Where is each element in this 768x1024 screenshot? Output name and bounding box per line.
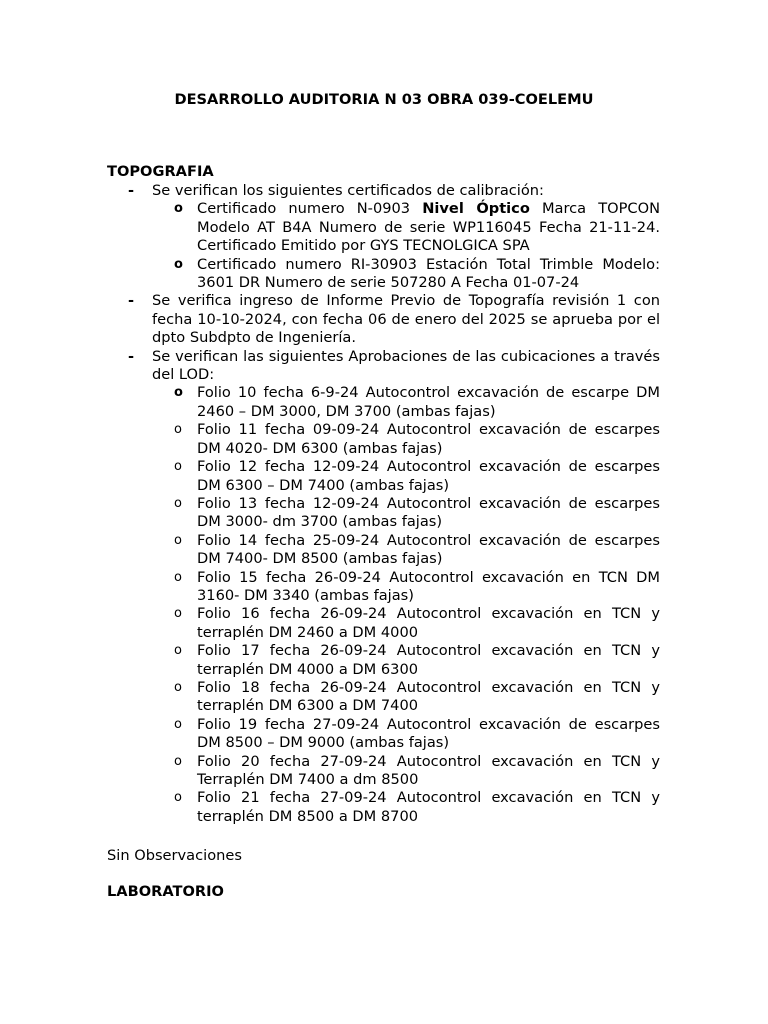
observations-text: Sin Observaciones (107, 847, 242, 864)
sub-item-certificate-nivel (107, 200, 660, 255)
folio-item (107, 458, 660, 495)
list-item-informe-previo (107, 292, 660, 347)
folio-item (107, 384, 660, 421)
list-item-calibration (107, 182, 660, 200)
circle-bullet: o (174, 256, 183, 272)
folio-text: Folio 17 fecha 26-09-24 Autocontrol excavación en TCN y terraplén DM 4000 a DM 6300 (197, 642, 660, 678)
folio-text: Folio 11 fecha 09-09-24 Autocontrol excavación de escarpes DM 4020- DM 6300 (ambas fajas) (197, 421, 660, 457)
circle-bullet: o (174, 716, 182, 732)
sub-item-certificate-estacion (107, 256, 660, 293)
topografia-list (107, 182, 660, 826)
circle-bullet: o (174, 569, 182, 585)
folio-text: Folio 14 fecha 25-09-24 Autocontrol excavación de escarpes DM 7400- DM 8500 (ambas fajas) (197, 531, 660, 568)
dash-bullet: - (128, 292, 135, 310)
folio-text: Folio 18 fecha 26-09-24 Autocontrol excavación en TCN y terraplén DM 6300 a DM 7400 (197, 678, 660, 715)
circle-bullet: o (174, 422, 182, 438)
folio-item (107, 532, 660, 569)
list-item-text: Se verifican los siguientes certificados de calibración: (152, 182, 544, 199)
folio-text: Folio 12 fecha 12-09-24 Autocontrol excavación de escarpes DM 6300 – DM 7400 (ambas fajas) (197, 458, 660, 494)
section-heading-laboratorio: LABORATORIO (107, 883, 224, 900)
section-heading-topografia: TOPOGRAFIA (107, 163, 214, 180)
folio-text: Folio 10 fecha 6-9-24 Autocontrol excavación de escarpe DM 2460 – DM 3000, DM 3700 (ambas fajas) (197, 384, 660, 420)
folio-text: Folio 20 fecha 27-09-24 Autocontrol excavación en TCN y Terraplén DM 7400 a dm 8500 (197, 752, 660, 788)
sub-item-text-bold: Nivel Óptico (422, 200, 530, 218)
folio-text: Folio 21 fecha 27-09-24 Autocontrol excavación en TCN y terraplén DM 8500 a DM 8700 (197, 789, 660, 825)
circle-bullet: o (174, 495, 182, 511)
circle-bullet: o (174, 532, 182, 548)
circle-bullet: o (174, 753, 182, 769)
list-item-text: Se verifica ingreso de Informe Previo de Topografía revisión 1 con fecha 10-10-2024, con fecha 06 de enero del 2025 se aprueba por el dpto Subdpto de Ingeniería. (152, 292, 660, 347)
circle-bullet: o (174, 790, 182, 806)
folio-item (107, 716, 660, 753)
folio-item (107, 605, 660, 642)
circle-bullet: o (174, 201, 183, 217)
circle-bullet: o (174, 459, 182, 475)
folio-text: Folio 16 fecha 26-09-24 Autocontrol excavación en TCN y terraplén DM 2460 a DM 4000 (197, 605, 660, 641)
folio-item (107, 679, 660, 716)
sub-item-text: Certificado numero RI-30903 Estación Total Trimble Modelo: 3601 DR Numero de serie 507280 A Fecha 01-07-24 (197, 255, 660, 292)
circle-bullet: o (174, 679, 182, 695)
list-item-aprobaciones (107, 348, 660, 385)
circle-bullet: o (174, 606, 182, 622)
folio-item (107, 495, 660, 532)
circle-bullet: o (174, 643, 182, 659)
document-title: DESARROLLO AUDITORIA N 03 OBRA 039-COELEMU (174, 91, 594, 108)
folio-item (107, 569, 660, 606)
folio-text: Folio 15 fecha 26-09-24 Autocontrol excavación en TCN DM 3160- DM 3340 (ambas fajas) (197, 568, 660, 604)
sub-item-text-pre: Certificado numero N-0903 (197, 200, 423, 218)
folio-item (107, 421, 660, 458)
dash-bullet: - (128, 182, 135, 199)
folio-item (107, 753, 660, 790)
folio-item (107, 642, 660, 679)
folio-text: Folio 13 fecha 12-09-24 Autocontrol excavación de escarpes DM 3000- dm 3700 (ambas fajas) (197, 494, 660, 531)
dash-bullet: - (128, 347, 135, 365)
circle-bullet: o (174, 385, 183, 401)
sub-item-text-post: Marca TOPCON Modelo AT B4A Numero de serie WP116045 Fecha 21-11-24. Certificado Emitido por GYS TECNOLGICA SPA (197, 200, 661, 255)
folio-item (107, 789, 660, 826)
list-item-text: Se verifican las siguientes Aprobaciones de las cubicaciones a través del LOD: (152, 347, 660, 384)
folio-text: Folio 19 fecha 27-09-24 Autocontrol excavación de escarpes DM 8500 – DM 9000 (ambas fajas) (197, 715, 660, 752)
